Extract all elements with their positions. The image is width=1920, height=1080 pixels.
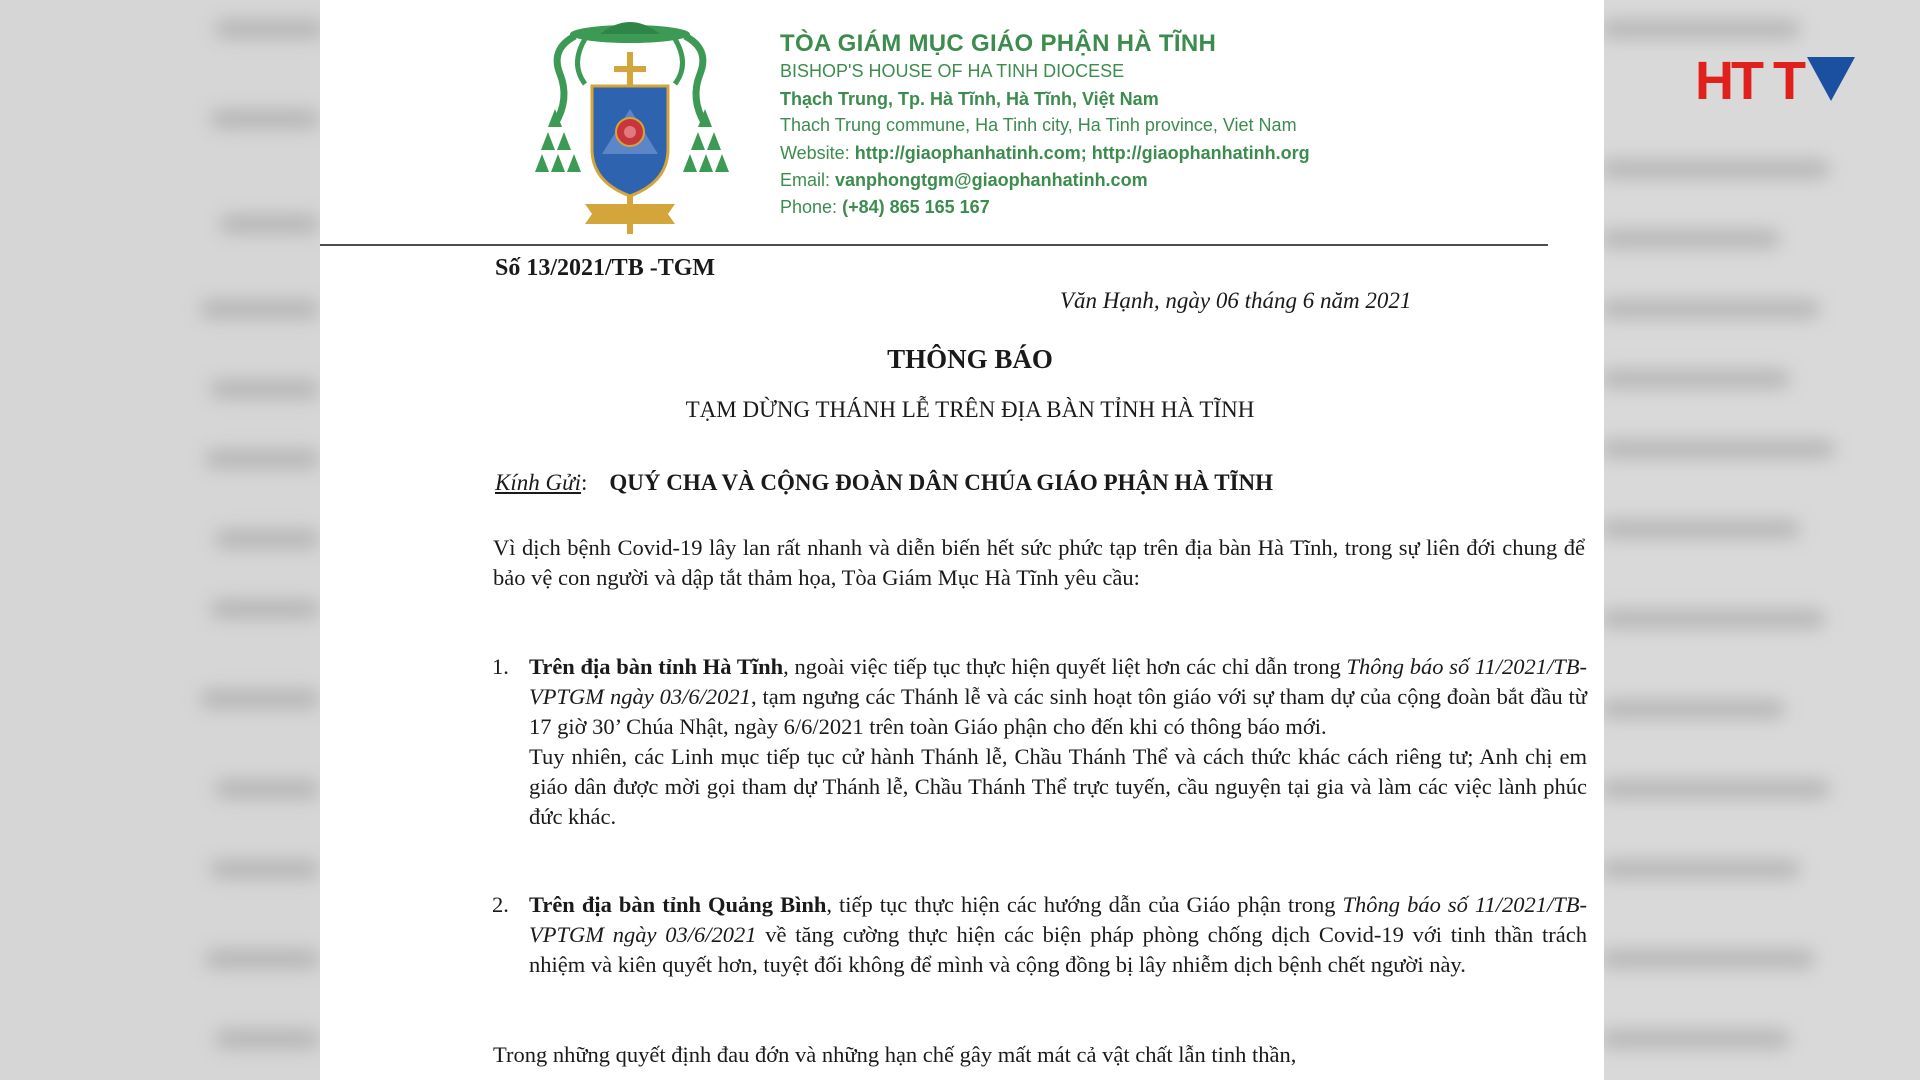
svg-text:T: T bbox=[1773, 53, 1806, 105]
blurred-background-left bbox=[0, 0, 320, 1080]
org-name-en: BISHOP'S HOUSE OF HA TINH DIOCESE bbox=[780, 61, 1125, 81]
recipient-line: Kính Gửi: QUÝ CHA VÀ CỘNG ĐOÀN DÂN CHÚA GIÁO PHẬN HÀ TĨNH bbox=[495, 470, 1274, 495]
website-row: Website: http://giaophanhatinh.com; http://giaophanhatinh.org bbox=[780, 143, 1310, 163]
phone-row: Phone: (+84) 865 165 167 bbox=[780, 197, 990, 217]
email-row: Email: vanphongtgm@giaophanhatinh.com bbox=[780, 170, 1148, 190]
document-title: THÔNG BÁO bbox=[887, 344, 1053, 374]
list-item: 2. Trên địa bàn tỉnh Quảng Bình, tiếp tục thực hiện các hướng dẫn của Giáo phận trong Thông báo số 11/2021/TB-VPTGM ngày 03/6/2021 về tăng cường thực hiện các biện pháp phòng chống dịch Covid-19 với tinh thần trách nhiệm và kiên quyết hơn, tuyệt đối không để mình và cộng đồng bị lây nhiễm dịch bệnh chết người này. bbox=[492, 892, 1587, 977]
email-address: vanphongtgm@giaophanhatinh.com bbox=[835, 170, 1148, 190]
address-vi: Thạch Trung, Tp. Hà Tĩnh, Hà Tĩnh, Việt Nam bbox=[780, 89, 1159, 109]
list-item-extra: Tuy nhiên, các Linh mục tiếp tục cử hành Thánh lễ, Chầu Thánh Thể và cách thức khác cách riêng tư; Anh chị em giáo dân được mời gọi tham dự Thánh lễ, Chầu Thánh Thể trực tuyến, cầu nguyện tại gia và làm các việc lành phúc đức khác. bbox=[529, 744, 1587, 829]
blurred-background-right bbox=[1600, 0, 1920, 1080]
httv-logo-icon bbox=[1695, 53, 1855, 105]
svg-text:HT: HT bbox=[1695, 53, 1761, 105]
document-subtitle: TẠM DỪNG THÁNH LỄ TRÊN ĐỊA BÀN TỈNH HÀ TĨNH bbox=[685, 397, 1255, 422]
list-item: 1. Trên địa bàn tỉnh Hà Tĩnh, ngoài việc tiếp tục thực hiện quyết liệt hơn các chỉ dẫn trong Thông báo số 11/2021/TB-VPTGM ngày 03/6/2021, tạm ngưng các Thánh lễ và các sinh hoạt tôn giáo với sự tham dự của cộng đoàn bắt đầu từ 17 giờ 30’ Chúa Nhật, ngày 6/6/2021 trên toàn Giáo phận cho đến khi có thông báo mới. Tuy nhiên, các Linh mục tiếp tục cử hành Thánh lễ, Chầu Thánh Thể và cách thức khác cách riêng tư; Anh chị em giáo dân được mời gọi tham dự Thánh lễ, Chầu Thánh Thể trực tuyến, cầu nguyện tại gia và làm các việc lành phúc đức khác. bbox=[492, 652, 1587, 832]
org-name-vi: TÒA GIÁM MỤC GIÁO PHẬN HÀ TĨNH bbox=[780, 30, 1217, 57]
document-number: Số 13/2021/TB -TGM bbox=[495, 255, 716, 281]
list-item-number: 2. bbox=[492, 892, 509, 917]
address-en: Thach Trung commune, Ha Tinh city, Ha Tinh province, Viet Nam bbox=[780, 115, 1297, 135]
header-divider bbox=[320, 244, 1548, 246]
document-page bbox=[320, 0, 1604, 1080]
place-date: Văn Hạnh, ngày 06 tháng 6 năm 2021 bbox=[1060, 288, 1412, 313]
recipient-value: QUÝ CHA VÀ CỘNG ĐOÀN DÂN CHÚA GIÁO PHẬN HÀ TĨNH bbox=[609, 470, 1274, 495]
diocese-coat-of-arms-icon bbox=[530, 14, 730, 239]
letterhead bbox=[780, 30, 1310, 224]
website-link: http://giaophanhatinh.com; http://giaophanhatinh.org bbox=[854, 143, 1310, 163]
intro-paragraph: Vì dịch bệnh Covid-19 lây lan rất nhanh và diễn biến hết sức phức tạp trên địa bàn Hà Tĩnh, trong sự liên đới chung để bảo vệ con người và dập tắt thảm họa, Tòa Giám Mục Hà Tĩnh yêu cầu: bbox=[493, 535, 1585, 590]
list-item-number: 1. bbox=[492, 654, 509, 679]
closing-paragraph: Trong những quyết định đau đớn và những hạn chế gây mất mát cả vật chất lẫn tinh thần, bbox=[493, 1042, 1297, 1067]
phone-number: (+84) 865 165 167 bbox=[842, 197, 990, 217]
recipient-label: Kính Gửi bbox=[495, 470, 582, 495]
